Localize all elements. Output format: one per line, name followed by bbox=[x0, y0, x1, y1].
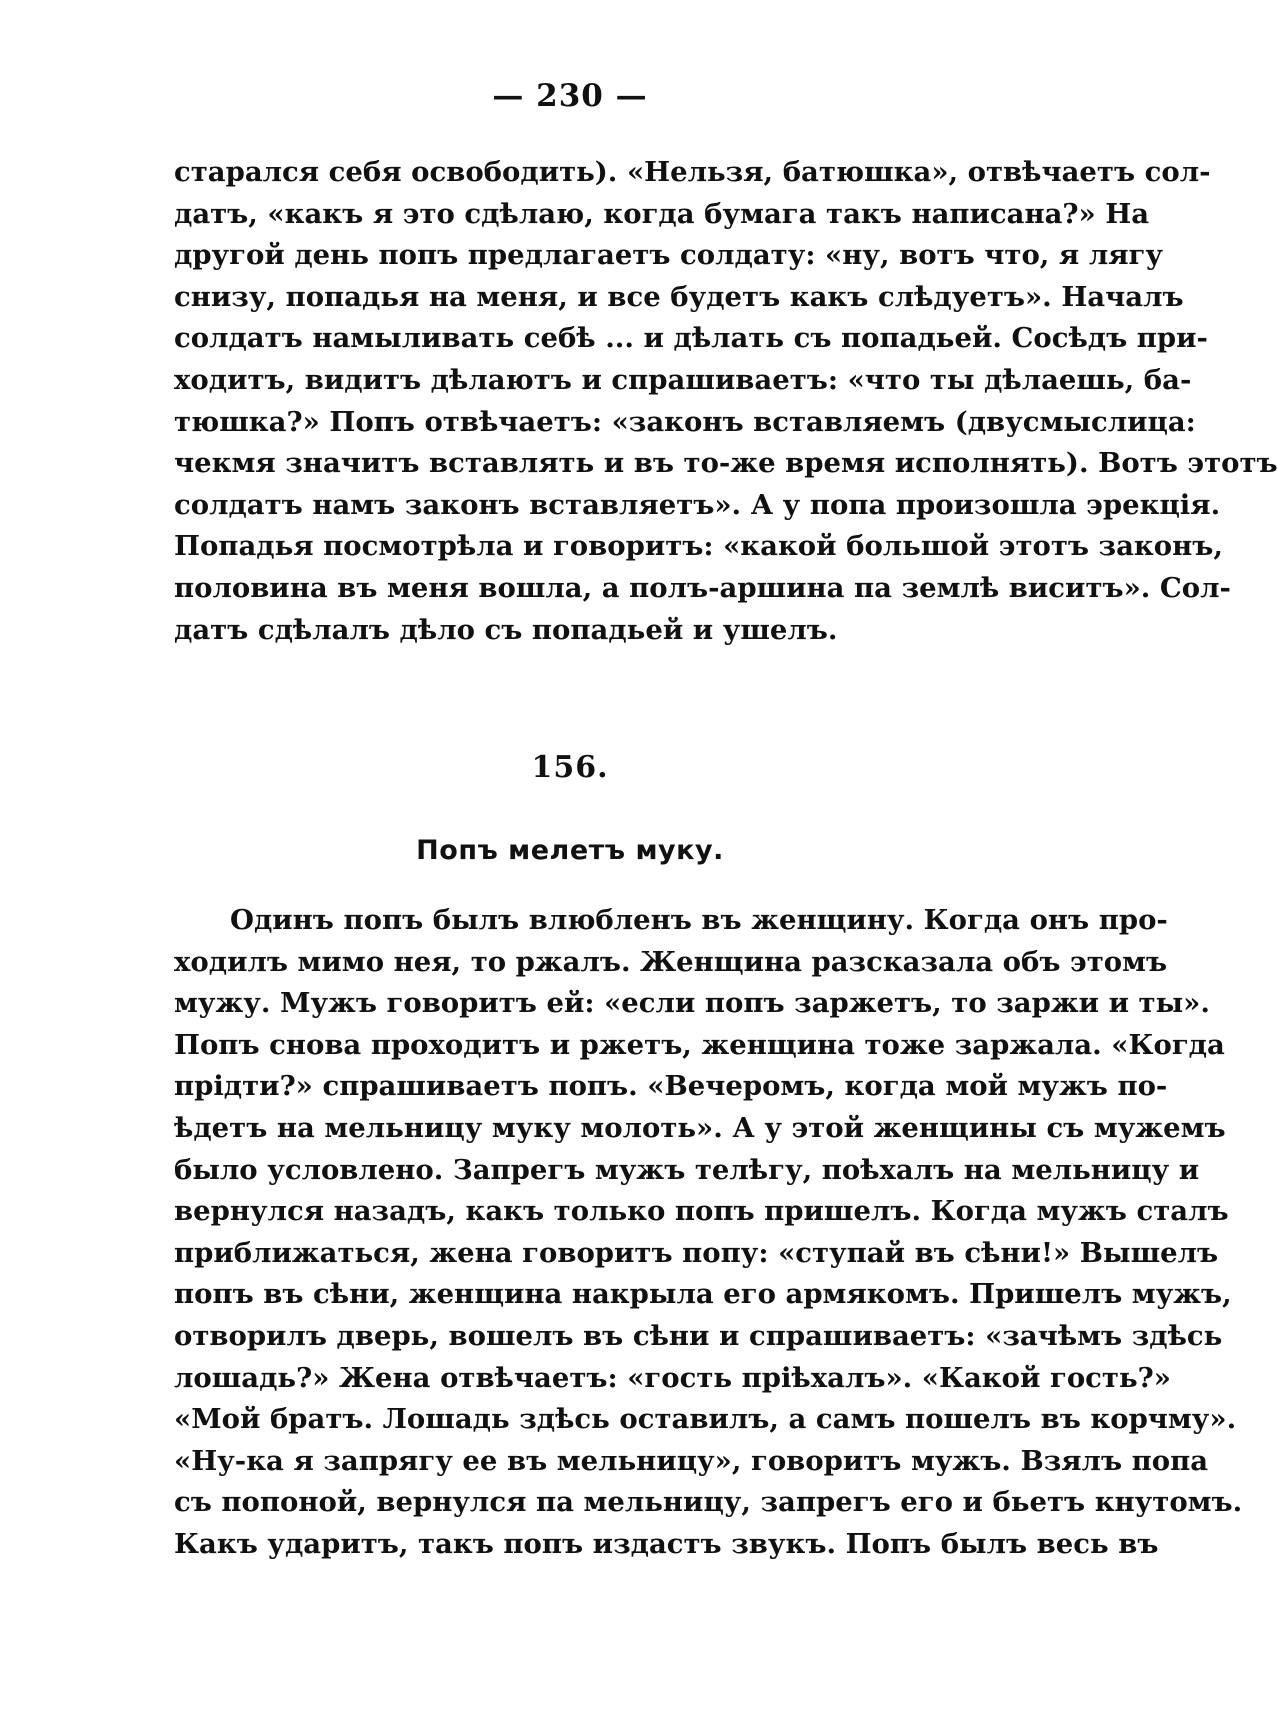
continuation-text bbox=[174, 152, 1278, 651]
text-line: съ попоной, вернулся па мельницу, запрегъ его и бьетъ кнутомъ. bbox=[174, 1486, 1243, 1519]
text-line: солдатъ намъ законъ вставляетъ». А у попа произошла эрекція. bbox=[174, 488, 1221, 521]
text-line: ходилъ мимо нея, то ржалъ. Женщина разсказала объ этомъ bbox=[174, 945, 1168, 978]
text-line: вернулся назадъ, какъ только попъ пришелъ. Когда мужъ сталъ bbox=[174, 1195, 1229, 1228]
text-line: Попъ снова проходитъ и ржетъ, женщина тоже заржала. «Когда bbox=[174, 1028, 1225, 1061]
text-line: солдатъ намыливать себѣ ... и дѣлать съ попадьей. Сосѣдъ при- bbox=[174, 322, 1208, 355]
text-line: другой день попъ предлагаетъ солдату: «ну, вотъ что, я лягу bbox=[174, 239, 1163, 272]
text-line: Одинъ попъ былъ влюбленъ въ женщину. Когда онъ про- bbox=[230, 904, 1168, 936]
text-line: ходитъ, видитъ дѣлаютъ и спрашиваетъ: «что ты дѣлаешь, ба- bbox=[174, 363, 1192, 396]
text-line: попъ въ сѣни, женщина накрыла его армякомъ. Пришелъ мужъ, bbox=[174, 1278, 1232, 1311]
page-number: — 230 — bbox=[492, 78, 648, 114]
text-line: половина въ меня вошла, а полъ-аршина па землѣ виситъ». Сол- bbox=[174, 571, 1231, 604]
text-line: снизу, попадья на меня, и все будетъ какъ слѣдуетъ». Началъ bbox=[174, 280, 1184, 313]
text-line: мужу. Мужъ говоритъ ей: «если попъ заржетъ, то заржи и ты». bbox=[174, 987, 1210, 1020]
text-line: Попадья посмотрѣла и говоритъ: «какой большой этотъ законъ, bbox=[174, 530, 1223, 563]
section-number: 156. bbox=[531, 750, 609, 785]
text-line: тюшка?» Попъ отвѣчаетъ: «законъ вставляемъ (двусмыслица: bbox=[174, 405, 1196, 438]
text-line: «Ну-ка я запрягу ее въ мельницу», говоритъ мужъ. Взялъ попа bbox=[174, 1444, 1209, 1477]
text-line: прідти?» спрашиваетъ попъ. «Вечеромъ, когда мой мужъ по- bbox=[174, 1070, 1168, 1103]
text-line: отворилъ дверь, вошелъ въ сѣни и спрашиваетъ: «зачѣмъ здѣсь bbox=[174, 1319, 1223, 1352]
text-line: ѣдетъ на мельницу муку молоть». А у этой женщины съ мужемъ bbox=[174, 1111, 1226, 1144]
text-line: чекмя значитъ вставлять и въ то-же время исполнять). Вотъ этотъ bbox=[174, 447, 1278, 480]
text-line: лошадь?» Жена отвѣчаетъ: «гость пріѣхалъ». «Какой гость?» bbox=[174, 1361, 1171, 1394]
section-text bbox=[174, 900, 1243, 1566]
text-line: было условлено. Запрегъ мужъ телѣгу, поѣхалъ на мельницу и bbox=[174, 1153, 1200, 1186]
text-line: Какъ ударитъ, такъ попъ издастъ звукъ. Попъ былъ весь въ bbox=[174, 1527, 1159, 1560]
text-line: «Мой братъ. Лошадь здѣсь оставилъ, а самъ пошелъ въ корчму». bbox=[174, 1403, 1237, 1436]
text-line: датъ, «какъ я это сдѣлаю, когда бумага такъ написана?» На bbox=[174, 197, 1150, 230]
section-title: Попъ мелетъ муку. bbox=[416, 835, 724, 866]
text-line: приближаться, жена говоритъ попу: «ступай въ сѣни!» Вышелъ bbox=[174, 1236, 1219, 1269]
text-line: старался себя освободить). «Нельзя, батюшка», отвѣчаетъ сол- bbox=[174, 156, 1211, 188]
text-line: датъ сдѣлалъ дѣло съ попадьей и ушелъ. bbox=[174, 613, 838, 646]
